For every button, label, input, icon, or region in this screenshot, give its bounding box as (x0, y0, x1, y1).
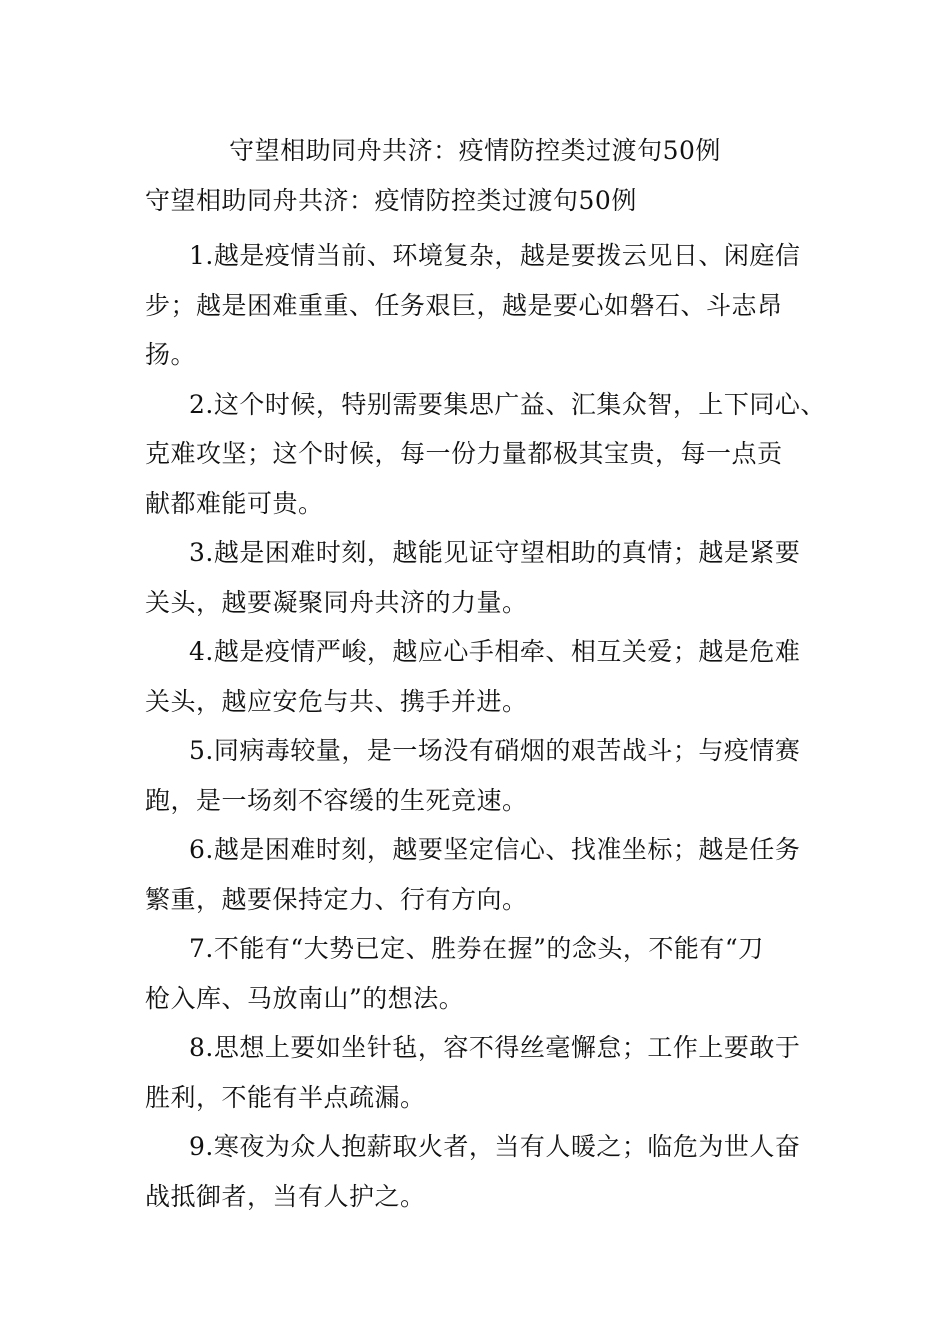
paragraph-3 (145, 528, 809, 627)
paragraph-5 (145, 726, 809, 825)
document-body (145, 181, 826, 1221)
document-subtitle: 守望相助同舟共济：疫情防控类过渡句50例 (145, 186, 637, 215)
paragraph-line: 3.越是困难时刻，越能见证守望相助的真情；越是紧要 (189, 538, 801, 567)
paragraph-6 (145, 825, 809, 924)
paragraph-1 (145, 231, 809, 380)
paragraph-line: 胜利，不能有半点疏漏。 (145, 1082, 426, 1112)
paragraph-line: 枪入库、马放南山”的想法。 (145, 983, 465, 1013)
document-title: 守望相助同舟共济：疫情防控类过渡句50例 (229, 136, 721, 165)
paragraph-7 (145, 924, 809, 1023)
paragraph-line: 2.这个时候，特别需要集思广益、汇集众智，上下同心、 (189, 389, 826, 419)
paragraph-line: 繁重，越要保持定力、行有方向。 (145, 884, 528, 914)
paragraph-line: 8.思想上要如坐针毡，容不得丝毫懈怠；工作上要敢于 (189, 1033, 801, 1062)
paragraph-line: 跑，是一场刻不容缓的生死竞速。 (145, 785, 528, 815)
paragraph-line: 4.越是疫情严峻，越应心手相牵、相互关爱；越是危难 (189, 637, 801, 666)
paragraph-line: 关头，越要凝聚同舟共济的力量。 (145, 587, 528, 617)
paragraph-line: 6.越是困难时刻，越要坚定信心、找准坐标；越是任务 (189, 835, 801, 864)
paragraph-2 (145, 380, 826, 529)
paragraph-8 (145, 1023, 809, 1122)
paragraph-line: 克难攻坚；这个时候，每一份力量都极其宝贵，每一点贡 (145, 439, 783, 468)
paragraph-4 (145, 627, 809, 726)
paragraph-line: 5.同病毒较量，是一场没有硝烟的艰苦战斗；与疫情赛 (189, 736, 801, 765)
paragraph-line: 9.寒夜为众人抱薪取火者，当有人暖之；临危为世人奋 (189, 1132, 801, 1161)
paragraph-9 (145, 1122, 809, 1221)
paragraph-line: 步；越是困难重重、任务艰巨，越是要心如磐石、斗志昂 (145, 290, 783, 320)
paragraph-line: 关头，越应安危与共、携手并进。 (145, 686, 528, 716)
paragraph-line: 7.不能有“大势已定、胜券在握”的念头，不能有“刀 (189, 934, 764, 963)
paragraph-line: 献都难能可贵。 (145, 488, 324, 518)
paragraph-line: 扬。 (145, 340, 197, 369)
paragraph-line: 战抵御者，当有人护之。 (145, 1181, 426, 1211)
paragraph-line: 1.越是疫情当前、环境复杂，越是要拨云见日、闲庭信 (189, 241, 801, 270)
